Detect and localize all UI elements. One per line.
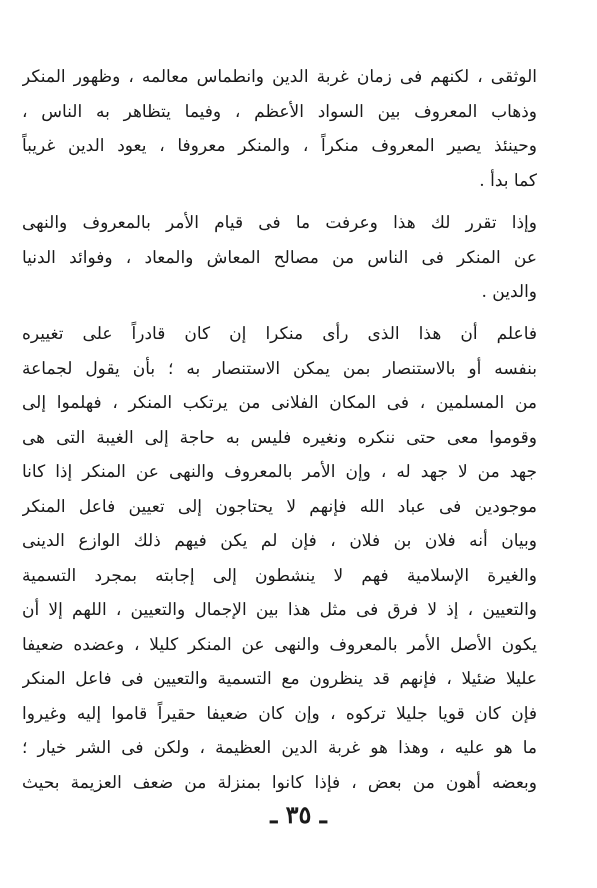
text-line: وإذا تقرر لك هذا وعرفت ما فى قيام الأمر بالمعروف والنهى xyxy=(22,213,537,233)
text-line: والغيرة الإسلامية فهم لا ينشطون إلى إجابته بمجرد التسمية xyxy=(22,565,537,586)
text-line: الوثقى ، لكنهم فى زمان غربة الدين وانطماس معالمه ، وظهور المنكر xyxy=(22,67,537,87)
paragraph-1 xyxy=(22,60,537,198)
text-line: فإن كان قويا جليلا تركوه ، وإن كان ضعيفا حقيراً قاموا إليه وغيروا xyxy=(22,703,537,724)
paragraph-2 xyxy=(22,206,537,310)
text-line: وذهاب المعروف بين السواد الأعظم ، وفيما يتظاهر به الناس ، xyxy=(22,101,537,122)
paragraph-3 xyxy=(22,317,537,800)
text-line: جهد من لا جهد له ، وإن الأمر بالمعروف والنهى عن المنكر إذا كانا xyxy=(22,462,537,482)
text-line: وقوموا معى حتى ننكره ونغيره فليس به حاجة إلى الغيبة التى هى xyxy=(22,427,537,448)
text-line: وبعضه أهون من بعض ، فإذا كانوا بمنزلة من ضعف العزيمة بحيث xyxy=(22,772,537,793)
text-line: عليلا ضئيلا ، فإنهم قد ينظرون مع التسمية والتعيين فى فاعل المنكر xyxy=(22,669,537,689)
text-line: من المسلمين ، فى المكان الفلانى من يرتكب المنكر ، فهلموا إلى xyxy=(22,393,537,413)
page-number: ـ ٣٥ ـ xyxy=(270,800,327,829)
text-line: موجودين فى عباد الله فإنهم لا يحتاجون إلى تعيين فاعل المنكر xyxy=(22,496,537,517)
text-line: وبيان أنه فلان بن فلان ، فإن لم يكن فيهم ذلك الوازع الدينى xyxy=(22,531,537,551)
text-line: عن المنكر فى الناس من مصالح المعاش والمعاد ، وفوائد الدنيا xyxy=(22,247,537,268)
text-line: وحينئذ يصير المعروف منكراً ، والمنكر معروفا ، يعود الدين غريباً xyxy=(22,136,537,156)
text-line: والتعيين ، إذ لا فرق فى مثل هذا بين الإجمال والتعيين ، اللهم إلا أن xyxy=(22,600,537,620)
text-line: بنفسه أو بالاستنصار بمن يمكن الاستنصار به ؛ بأن يقول لجماعة xyxy=(22,358,537,379)
text-line: فاعلم أن هذا الذى رأى منكرا إن كان قادراً على تغييره xyxy=(22,324,537,344)
text-line: ما هو عليه ، وهذا هو غربة الدين العظيمة ، ولكن فى الشر خيار ؛ xyxy=(22,738,537,758)
text-line: يكون الأصل الأمر بالمعروف والنهى عن المنكر كليلا ، وعضده ضعيفا xyxy=(22,634,537,655)
text-line: كما بدأ . xyxy=(479,170,537,191)
text-line: والدين . xyxy=(481,282,537,302)
